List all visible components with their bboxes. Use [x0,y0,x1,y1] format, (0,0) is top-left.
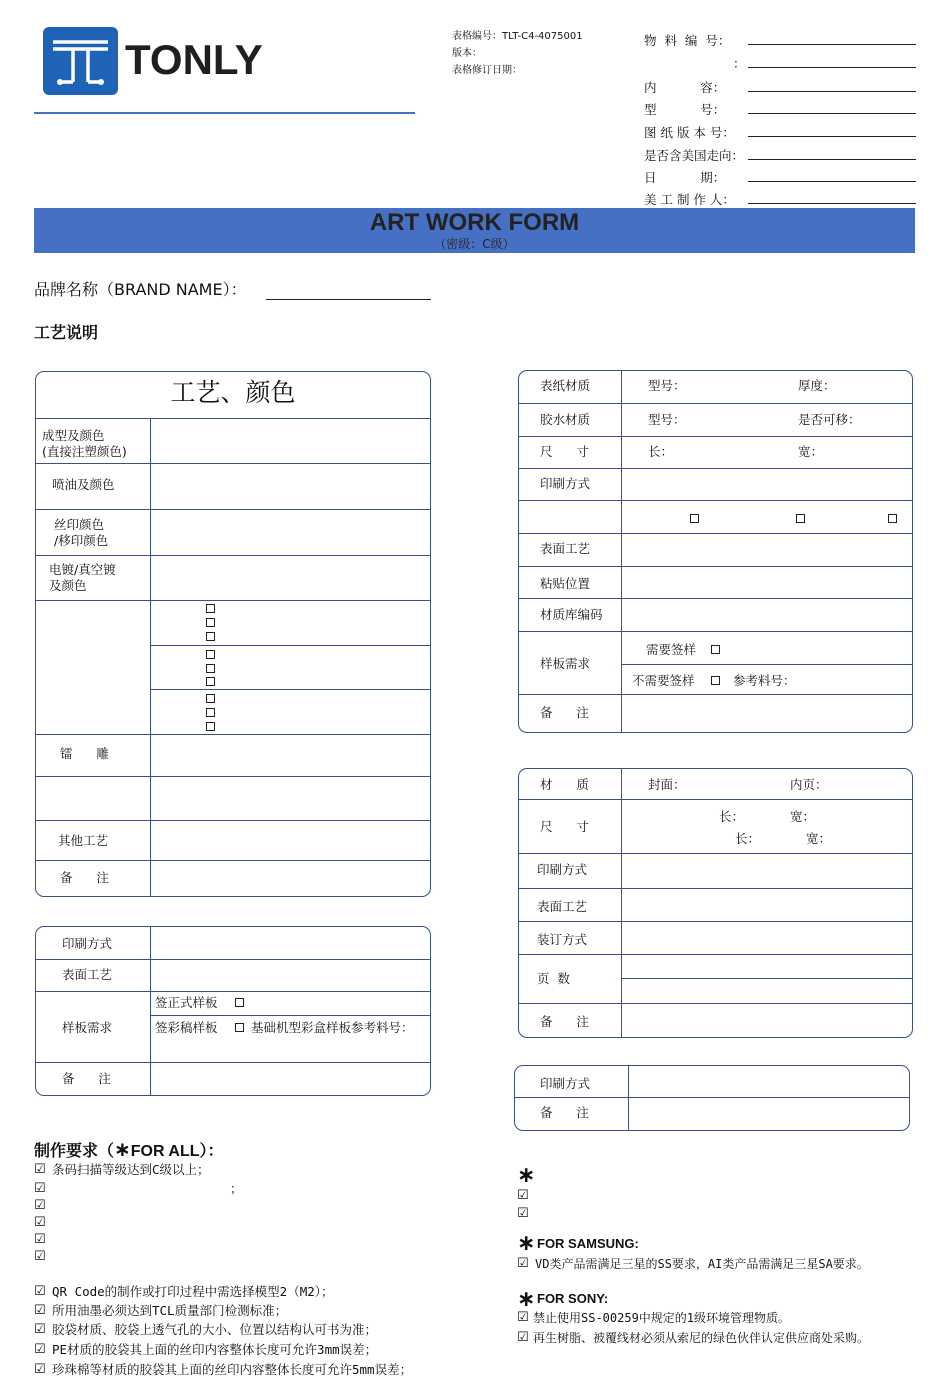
label-print-method-label: 印刷方式 [540,476,591,491]
form-revision-date: 表格修订日期： [452,65,522,76]
inner-label: 内页： [790,777,828,792]
brand-name-field[interactable] [266,299,431,300]
manual-print-method-label: 印刷方式 [537,862,588,877]
process-heading: 工艺说明 [34,323,99,342]
checkbox-checked-icon: ☑ [517,1330,529,1345]
checkbox-checked-icon: ☑ [34,1162,46,1177]
checkbox-checked-icon: ☑ [34,1198,46,1213]
ref-no-label: 参考料号： [733,673,796,688]
craft-remark-label: 备 注 [60,870,109,885]
paper-thickness-label: 厚度： [798,378,836,393]
sony-item: 禁止使用SS-00259中规定的1级环境管理物质。 [533,1311,791,1325]
manual-size-label: 尺 寸 [540,819,589,834]
pages-label: 页 数 [537,971,570,986]
checkbox-icon[interactable] [711,676,720,685]
requirements-heading-text: 制作要求（ [34,1141,115,1160]
manual-surface-label: 表面工艺 [537,899,588,914]
paper-model-label: 型号： [648,378,686,393]
glue-removable-label: 是否可移： [798,412,861,427]
checkbox-checked-icon: ☑ [34,1215,46,1230]
requirements-for-all: FOR ALL [130,1143,200,1160]
brand-name-label: 品牌名称（BRAND NAME）： [34,280,247,299]
banner-title: ART WORK FORM [369,209,580,236]
craft-title: 工艺、颜色 [170,378,296,407]
artist-label: 美 工 制 作 人： [644,192,735,207]
glue-material-label: 胶水材质 [540,412,591,427]
samsung-item: VD类产品需满足三星的SS要求，AI类产品需满足三星SA要求。 [535,1257,869,1271]
checkbox-checked-icon: ☑ [34,1342,46,1357]
drawing-version-field[interactable] [748,136,916,137]
label-sample-req-label: 样板需求 [540,656,591,671]
requirement-item: 所用油墨必须达到TCL质量部门检测标准； [52,1303,288,1318]
requirement-item: 条码扫描等级达到C级以上； [52,1162,210,1177]
glue-model-label: 型号： [648,412,686,427]
requirement-item: PE材质的胶袋其上面的丝印内容整体长度可允许3mm误差； [52,1342,378,1357]
checkbox-icon[interactable] [235,1023,244,1032]
star-icon: ∗ [517,1287,536,1312]
checkbox-checked-icon: ☑ [517,1188,529,1203]
colon-label: ： [733,56,746,71]
checkbox-checked-icon: ☑ [34,1284,46,1299]
other-process-label: 其他工艺 [58,833,109,848]
width-2-label: 宽： [806,831,832,846]
us-direction-field[interactable] [748,159,916,160]
model-label: 型 号： [644,102,726,117]
cover-label: 封面： [648,777,686,792]
paste-position-label: 粘贴位置 [540,576,591,591]
content-label: 内 容： [644,80,726,95]
label-remark-label: 备 注 [540,705,589,720]
checkbox-icon[interactable] [711,645,720,654]
small-print-method-label: 印刷方式 [540,1076,591,1091]
checkbox-icon[interactable] [206,604,215,613]
checkbox-icon[interactable] [206,632,215,641]
manual-material-label: 材 质 [540,777,589,792]
checkbox-checked-icon: ☑ [34,1322,46,1337]
checkbox-icon[interactable] [206,694,215,703]
sample-color-label: 签彩稿样板 [155,1020,218,1035]
no-need-sample-label: 不需要签样 [632,673,695,688]
sony-item: 再生树脂、被覆线材必须从索尼的绿色伙伴认定供应商处采购。 [533,1331,870,1345]
sample-req-label: 样板需求 [62,1020,113,1035]
length-1-label: 长： [719,809,745,824]
size-length-label: 长： [648,444,674,459]
surface-label: 表面工艺 [62,967,113,982]
small-print-box [514,1065,910,1131]
length-2-label: 长： [735,831,761,846]
checkbox-checked-icon: ☑ [34,1303,46,1318]
requirement-item: QR Code的制作或打印过程中需选择模型2（M2）； [52,1284,334,1299]
requirements-heading [34,1137,224,1161]
blank-field[interactable] [748,67,916,68]
checkbox-icon[interactable] [206,708,215,717]
star-icon: ∗ [114,1137,131,1161]
checkbox-icon[interactable] [888,514,897,523]
size-label: 尺 寸 [540,444,589,459]
checkbox-icon[interactable] [796,514,805,523]
plating-color-label: 电镀/真空镀 及颜色 [49,562,116,593]
requirements-heading-end: ）： [199,1141,224,1160]
checkbox-icon[interactable] [206,664,215,673]
label-surface-label: 表面工艺 [540,541,591,556]
sample-ref-label: 基础机型彩盒样板参考料号： [251,1020,414,1035]
artist-field[interactable] [748,203,916,204]
material-code-label: 材质库编码 [540,607,603,622]
binding-label: 装订方式 [537,932,588,947]
sony-title: FOR SONY: [537,1291,609,1306]
star-icon: ∗ [517,1231,536,1256]
silkscreen-color-label: 丝印颜色 /移印颜色 [54,517,109,548]
checkbox-icon[interactable] [690,514,699,523]
small-remark-label: 备 注 [540,1105,589,1120]
material-no-field[interactable] [748,44,916,45]
checkbox-checked-icon: ☑ [34,1232,46,1247]
width-1-label: 宽： [790,809,816,824]
requirement-item: 胶袋材质、胶袋上透气孔的大小、位置以结构认可书为准； [52,1322,378,1337]
date-field[interactable] [748,181,916,182]
content-field[interactable] [748,91,916,92]
engrave-label: 镭 雕 [60,746,109,761]
print-method-label: 印刷方式 [62,936,113,951]
checkbox-checked-icon: ☑ [34,1362,46,1377]
material-no-label: 物 料 编 号： [644,33,731,48]
checkbox-checked-icon: ☑ [517,1256,529,1271]
title-banner [34,208,915,253]
need-sample-label: 需要签样 [646,642,697,657]
brand-wordmark: TONLY [125,36,263,83]
paper-material-label: 表纸材质 [540,378,591,393]
checkbox-checked-icon: ☑ [517,1310,529,1325]
model-field[interactable] [748,113,916,114]
date-label: 日 期： [644,170,726,185]
checkbox-icon[interactable] [206,722,215,731]
checkbox-checked-icon: ☑ [34,1249,46,1264]
size-width-label: 宽： [798,444,824,459]
tonly-logo [43,27,273,97]
star-icon: ∗ [517,1163,536,1188]
checkbox-icon[interactable] [206,650,215,659]
sample-formal-label: 签正式样板 [155,995,218,1010]
requirement-item: 珍珠棉等材质的胶袋其上面的丝印内容整体长度可允许5mm误差； [52,1362,413,1377]
banner-subtitle: （密级：C级） [434,237,515,251]
checkbox-icon[interactable] [235,998,244,1007]
form-number: 表格编号：TLT-C4-4075001 [452,31,583,42]
spray-color-label: 喷油及颜色 [52,477,115,492]
remark-label: 备 注 [62,1071,111,1086]
samsung-title: FOR SAMSUNG: [537,1236,639,1251]
checkbox-checked-icon: ☑ [517,1206,529,1221]
checkbox-icon[interactable] [206,618,215,627]
checkbox-icon[interactable] [206,677,215,686]
logo-underline [34,112,415,114]
manual-remark-label: 备 注 [540,1014,589,1029]
drawing-version-label: 图 纸 版 本 号： [644,125,735,140]
checkbox-checked-icon: ☑ [34,1181,46,1196]
us-direction-label: 是否含美国走向： [644,148,745,163]
molding-color-label: 成型及颜色 (直接注塑颜色) [42,428,127,459]
requirement-item: ； [230,1181,243,1196]
tonly-logo-icon [43,27,118,95]
form-version: 版本： [452,48,482,59]
